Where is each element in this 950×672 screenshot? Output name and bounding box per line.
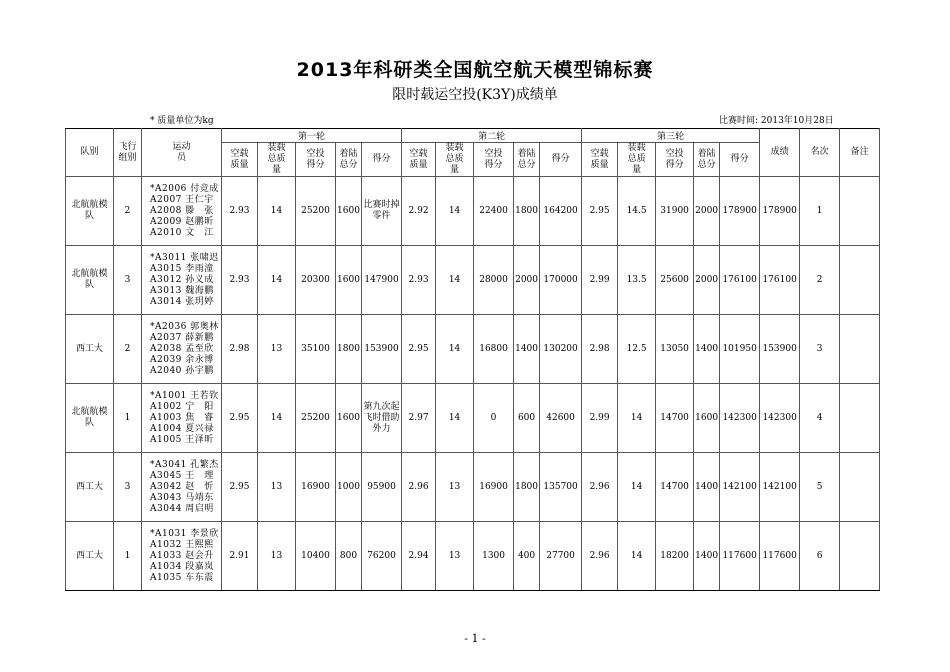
r2-drop-cell: 16800 — [474, 315, 514, 384]
r2-empty-cell: 2.95 — [402, 315, 436, 384]
r1-load-cell: 13 — [258, 522, 296, 591]
r2-land-cell: 600 — [514, 384, 540, 453]
r2-empty-cell: 2.97 — [402, 384, 436, 453]
header-r1-score: 得分 — [362, 143, 402, 177]
r2-drop-cell: 22400 — [474, 177, 514, 246]
header-remark: 备注 — [840, 129, 880, 177]
r2-score-cell: 27700 — [540, 522, 582, 591]
r3-score-cell: 142100 — [720, 453, 760, 522]
athletes-cell: *A1031 李景欣 A1032 王熙熙 A1033 赵会升 A1034 段嘉岚 A1035 车东震 — [142, 522, 222, 591]
group-cell: 3 — [114, 246, 142, 315]
header-r2-drop: 空投 得分 — [474, 143, 514, 177]
r1-empty-cell: 2.95 — [222, 384, 258, 453]
header-r3-land: 着陆 总分 — [694, 143, 720, 177]
r3-land-cell: 1400 — [694, 453, 720, 522]
r3-empty-cell: 2.96 — [582, 453, 618, 522]
r1-load-cell: 13 — [258, 315, 296, 384]
header-r2-load: 装载 总质 量 — [436, 143, 474, 177]
r3-drop-cell: 31900 — [656, 177, 694, 246]
header-result: 成绩 — [760, 129, 800, 177]
header-r3-score: 得分 — [720, 143, 760, 177]
r1-drop-cell: 10400 — [296, 522, 336, 591]
r3-score-cell: 117600 — [720, 522, 760, 591]
rank-cell: 5 — [800, 453, 840, 522]
team-cell: 北航航模 队 — [66, 384, 114, 453]
header-r1-drop: 空投 得分 — [296, 143, 336, 177]
score-table — [65, 128, 880, 591]
team-cell: 西工大 — [66, 453, 114, 522]
r2-load-cell: 14 — [436, 315, 474, 384]
r2-score-cell: 170000 — [540, 246, 582, 315]
rank-cell: 1 — [800, 177, 840, 246]
r2-land-cell: 1400 — [514, 315, 540, 384]
r3-load-cell: 14.5 — [618, 177, 656, 246]
remark-cell — [840, 384, 880, 453]
r1-load-cell: 14 — [258, 384, 296, 453]
r3-land-cell: 1400 — [694, 522, 720, 591]
athletes-cell: *A2036 郭奥林 A2037 薛新鹏 A2038 孟至欣 A2039 余永博 A2040 孙宇鹏 — [142, 315, 222, 384]
athletes-cell: *A3011 张啸迟 A3015 李雨潼 A3012 孙义成 A3013 魏海鹏 A3014 张玥婷 — [142, 246, 222, 315]
r1-load-cell: 14 — [258, 246, 296, 315]
r1-score-cell: 比赛时掉 零件 — [362, 177, 402, 246]
rank-cell: 6 — [800, 522, 840, 591]
r2-score-cell: 42600 — [540, 384, 582, 453]
r2-load-cell: 13 — [436, 522, 474, 591]
r3-score-cell: 176100 — [720, 246, 760, 315]
table-row — [66, 315, 880, 384]
r2-land-cell: 1800 — [514, 453, 540, 522]
page-number: - 1 - — [464, 632, 486, 645]
unit-note: * 质量单位为kg — [150, 116, 214, 126]
team-cell: 西工大 — [66, 315, 114, 384]
r2-drop-cell: 16900 — [474, 453, 514, 522]
r1-land-cell: 800 — [336, 522, 362, 591]
remark-cell — [840, 315, 880, 384]
r3-score-cell: 142300 — [720, 384, 760, 453]
r1-empty-cell: 2.93 — [222, 246, 258, 315]
r3-empty-cell: 2.96 — [582, 522, 618, 591]
r2-score-cell: 164200 — [540, 177, 582, 246]
r2-score-cell: 135700 — [540, 453, 582, 522]
r2-load-cell: 14 — [436, 384, 474, 453]
r2-empty-cell: 2.96 — [402, 453, 436, 522]
r3-land-cell: 2000 — [694, 177, 720, 246]
r3-drop-cell: 14700 — [656, 384, 694, 453]
result-cell: 142300 — [760, 384, 800, 453]
result-cell: 117600 — [760, 522, 800, 591]
rank-cell: 4 — [800, 384, 840, 453]
athletes-cell: *A1001 王若钦 A1002 宁 阳 A1003 焦 睿 A1004 夏兴禄 A1005 王泽昕 — [142, 384, 222, 453]
remark-cell — [840, 453, 880, 522]
r1-empty-cell: 2.91 — [222, 522, 258, 591]
header-round-3: 第三轮 — [582, 129, 760, 143]
r3-load-cell: 13.5 — [618, 246, 656, 315]
athletes-cell: *A2006 付竞成 A2007 王仁宇 A2008 滕 张 A2009 赵鹏昕 A2010 文 江 — [142, 177, 222, 246]
r2-score-cell: 130200 — [540, 315, 582, 384]
table-row — [66, 453, 880, 522]
remark-cell — [840, 246, 880, 315]
r3-land-cell: 1600 — [694, 384, 720, 453]
table-row — [66, 384, 880, 453]
r1-land-cell: 1000 — [336, 453, 362, 522]
r2-land-cell: 1800 — [514, 177, 540, 246]
result-cell: 142100 — [760, 453, 800, 522]
r3-load-cell: 14 — [618, 522, 656, 591]
group-cell: 1 — [114, 522, 142, 591]
document-subtitle: 限时载运空投(K3Y)成绩单 — [392, 87, 558, 103]
r1-drop-cell: 35100 — [296, 315, 336, 384]
score-table-body — [66, 177, 880, 591]
r1-score-cell: 76200 — [362, 522, 402, 591]
r1-land-cell: 1800 — [336, 315, 362, 384]
r3-load-cell: 14 — [618, 453, 656, 522]
r1-land-cell: 1600 — [336, 246, 362, 315]
r1-empty-cell: 2.95 — [222, 453, 258, 522]
r2-drop-cell: 28000 — [474, 246, 514, 315]
header-r1-load: 装载 总质 量 — [258, 143, 296, 177]
header-round-1: 第一轮 — [222, 129, 402, 143]
r1-score-cell: 153900 — [362, 315, 402, 384]
header-group: 飞行 组别 — [114, 129, 142, 177]
r3-load-cell: 12.5 — [618, 315, 656, 384]
header-team: 队别 — [66, 129, 114, 177]
remark-cell — [840, 522, 880, 591]
r2-empty-cell: 2.94 — [402, 522, 436, 591]
r2-drop-cell: 1300 — [474, 522, 514, 591]
r2-land-cell: 400 — [514, 522, 540, 591]
r3-empty-cell: 2.98 — [582, 315, 618, 384]
group-cell: 1 — [114, 384, 142, 453]
r3-drop-cell: 25600 — [656, 246, 694, 315]
r3-empty-cell: 2.95 — [582, 177, 618, 246]
r3-load-cell: 14 — [618, 384, 656, 453]
header-rank: 名次 — [800, 129, 840, 177]
r1-drop-cell: 25200 — [296, 177, 336, 246]
team-cell: 北航航模 队 — [66, 246, 114, 315]
r2-empty-cell: 2.93 — [402, 246, 436, 315]
header-r2-empty: 空载 质量 — [402, 143, 436, 177]
r3-drop-cell: 13050 — [656, 315, 694, 384]
header-r3-empty: 空载 质量 — [582, 143, 618, 177]
group-cell: 2 — [114, 177, 142, 246]
r1-load-cell: 14 — [258, 177, 296, 246]
r1-empty-cell: 2.93 — [222, 177, 258, 246]
result-cell: 153900 — [760, 315, 800, 384]
r1-score-cell: 95900 — [362, 453, 402, 522]
r2-empty-cell: 2.92 — [402, 177, 436, 246]
r3-drop-cell: 18200 — [656, 522, 694, 591]
table-row — [66, 177, 880, 246]
header-r3-drop: 空投 得分 — [656, 143, 694, 177]
result-cell: 176100 — [760, 246, 800, 315]
header-r3-load: 装载 总质 量 — [618, 143, 656, 177]
table-row — [66, 522, 880, 591]
athletes-cell: *A3041 孔繁杰 A3045 王 理 A3042 赵 忻 A3043 马靖东 A3044 周启明 — [142, 453, 222, 522]
r1-drop-cell: 25200 — [296, 384, 336, 453]
rank-cell: 2 — [800, 246, 840, 315]
r3-empty-cell: 2.99 — [582, 384, 618, 453]
r1-drop-cell: 20300 — [296, 246, 336, 315]
r3-empty-cell: 2.99 — [582, 246, 618, 315]
r1-score-cell: 第九次起 飞时借助 外力 — [362, 384, 402, 453]
group-cell: 2 — [114, 315, 142, 384]
result-cell: 178900 — [760, 177, 800, 246]
r1-load-cell: 13 — [258, 453, 296, 522]
r3-score-cell: 101950 — [720, 315, 760, 384]
r1-score-cell: 147900 — [362, 246, 402, 315]
group-cell: 3 — [114, 453, 142, 522]
header-r1-empty: 空载 质量 — [222, 143, 258, 177]
header-round-2: 第二轮 — [402, 129, 582, 143]
header-r2-land: 着陆 总分 — [514, 143, 540, 177]
header-r1-land: 着陆 总分 — [336, 143, 362, 177]
competition-date: 比赛时间: 2013年10月28日 — [719, 116, 834, 126]
r1-drop-cell: 16900 — [296, 453, 336, 522]
rank-cell: 3 — [800, 315, 840, 384]
r3-land-cell: 1400 — [694, 315, 720, 384]
table-row — [66, 246, 880, 315]
team-cell: 西工大 — [66, 522, 114, 591]
r3-land-cell: 2000 — [694, 246, 720, 315]
r1-empty-cell: 2.98 — [222, 315, 258, 384]
r2-load-cell: 14 — [436, 177, 474, 246]
r3-score-cell: 178900 — [720, 177, 760, 246]
r2-drop-cell: 0 — [474, 384, 514, 453]
remark-cell — [840, 177, 880, 246]
r2-load-cell: 14 — [436, 246, 474, 315]
document-title: 2013年科研类全国航空航天模型锦标赛 — [296, 59, 654, 81]
r1-land-cell: 1600 — [336, 177, 362, 246]
team-cell: 北航航模 队 — [66, 177, 114, 246]
header-athletes: 运动 员 — [142, 129, 222, 177]
header-r2-score: 得分 — [540, 143, 582, 177]
r2-land-cell: 2000 — [514, 246, 540, 315]
r3-drop-cell: 14700 — [656, 453, 694, 522]
r2-load-cell: 13 — [436, 453, 474, 522]
r1-land-cell: 1600 — [336, 384, 362, 453]
